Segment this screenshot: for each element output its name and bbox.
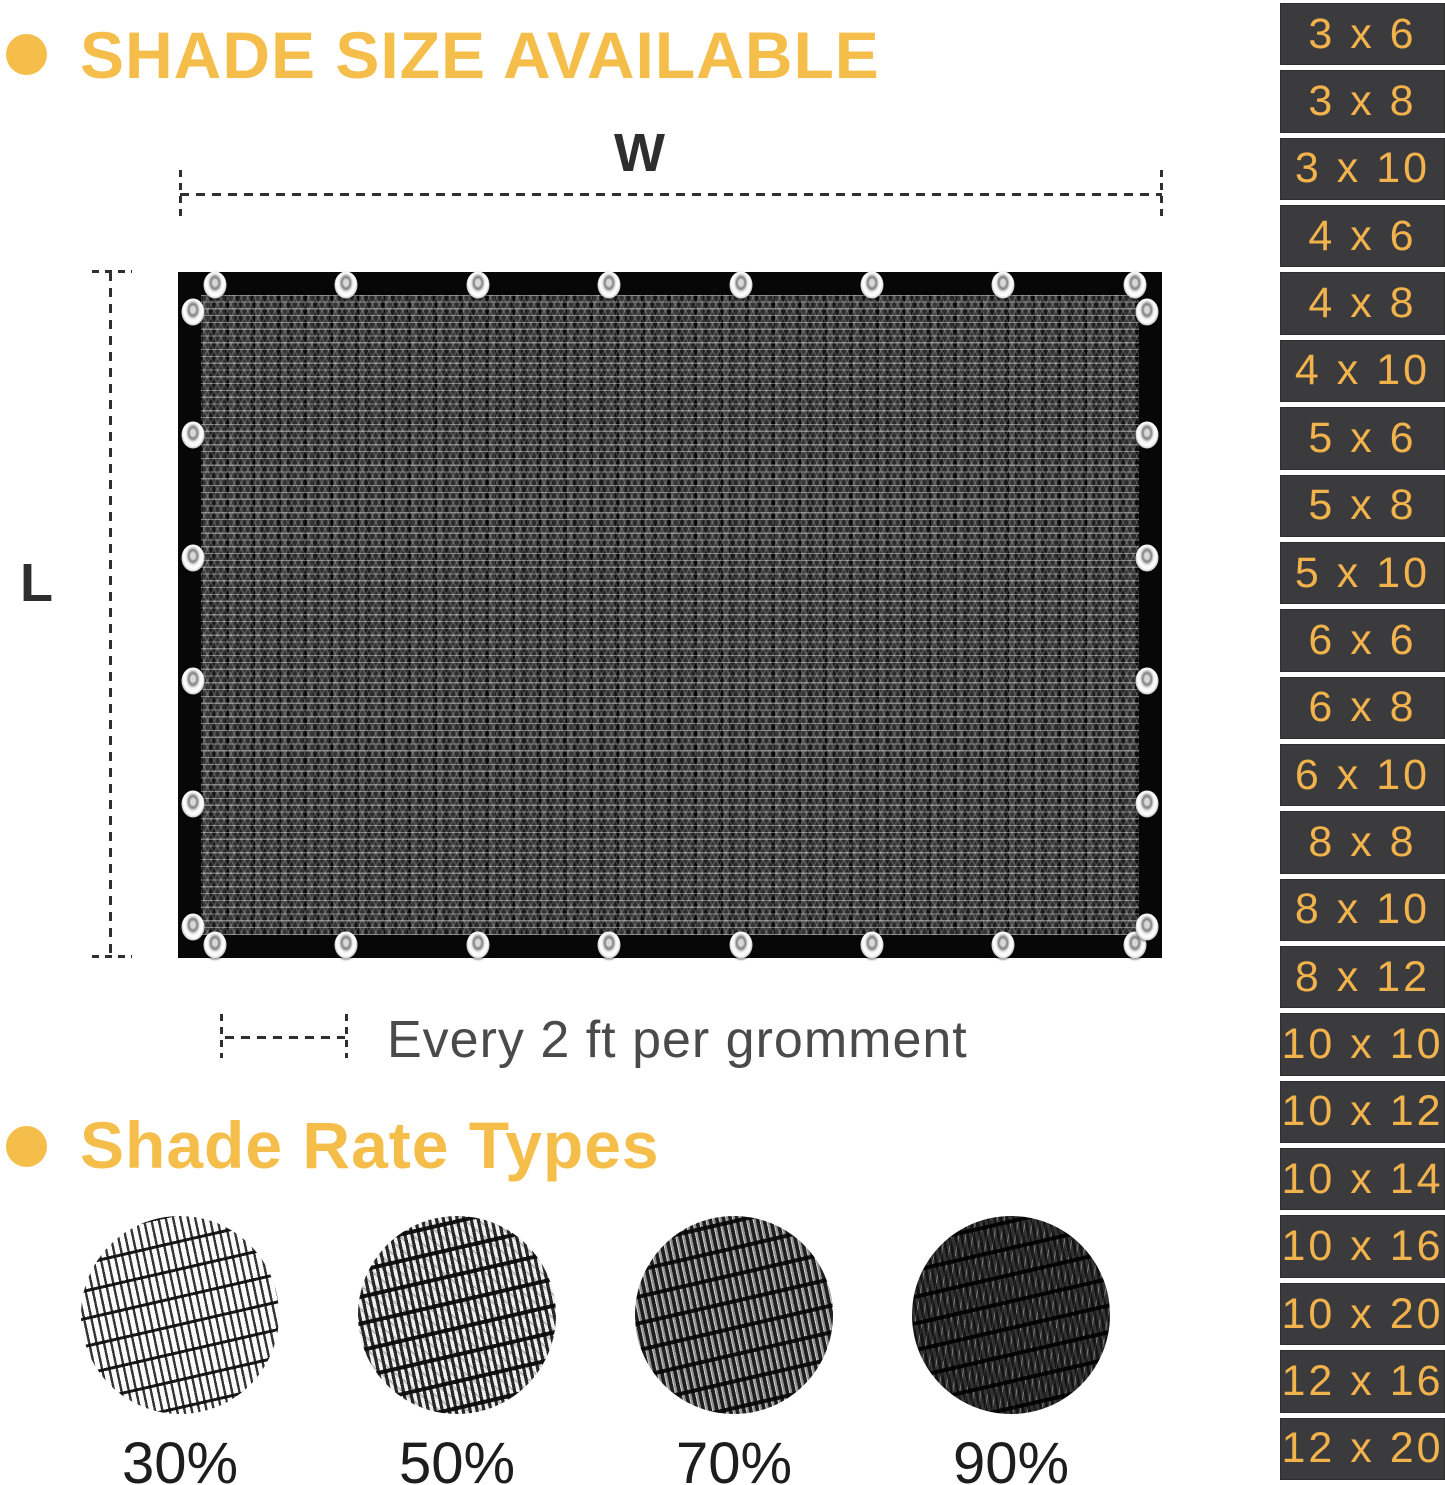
grommet-icon	[992, 932, 1015, 959]
size-option: 4 x 6	[1280, 205, 1445, 267]
shade-rate-label: 70%	[675, 1431, 793, 1485]
grommet-icon	[1123, 272, 1146, 299]
grommet-icon	[466, 932, 489, 959]
shade-rate-swatch	[358, 1216, 556, 1414]
grommet-icon	[729, 272, 752, 299]
width-dimension-label: W	[614, 123, 665, 183]
length-dimension-tick-bottom	[92, 955, 132, 958]
shade-rate-swatch	[81, 1216, 279, 1414]
length-dimension-label: L	[20, 553, 53, 613]
grommet-icon	[598, 272, 621, 299]
size-option: 10 x 20	[1280, 1283, 1445, 1345]
grommet-icon	[182, 545, 205, 572]
bullet-dot-icon	[6, 1126, 47, 1167]
size-option: 8 x 8	[1280, 811, 1445, 873]
shade-size-heading: SHADE SIZE AVAILABLE	[80, 18, 880, 92]
length-dimension-line	[109, 272, 112, 958]
grommet-spacing-note: Every 2 ft per gromment	[387, 1011, 968, 1069]
grommet-icon	[1136, 791, 1159, 818]
shade-rate-label: 90%	[952, 1431, 1070, 1485]
grommet-icon	[1136, 422, 1159, 449]
grommet-icon	[204, 272, 227, 299]
size-option: 10 x 10	[1280, 1013, 1445, 1075]
size-option: 10 x 16	[1280, 1215, 1445, 1277]
grommet-icon	[1136, 668, 1159, 695]
length-dimension-tick-top	[92, 270, 132, 273]
grommet-icon	[598, 932, 621, 959]
size-option: 3 x 10	[1280, 138, 1445, 200]
size-option: 5 x 6	[1280, 407, 1445, 469]
grommet-icon	[182, 914, 205, 941]
size-option: 6 x 8	[1280, 677, 1445, 739]
grommet-icon	[1136, 299, 1159, 326]
grommet-icon	[466, 272, 489, 299]
grommet-icon	[182, 791, 205, 818]
bullet-dot-icon	[6, 34, 47, 75]
shade-net-illustration	[178, 272, 1162, 958]
shade-rate-label: 30%	[121, 1431, 239, 1485]
size-list	[1280, 0, 1445, 1485]
grommet-spacing-line	[225, 1036, 345, 1039]
size-option: 12 x 16	[1280, 1350, 1445, 1412]
size-option: 8 x 10	[1280, 879, 1445, 941]
width-dimension-tick-left	[179, 170, 182, 218]
size-option: 10 x 14	[1280, 1148, 1445, 1210]
grommet-icon	[729, 932, 752, 959]
grommet-spacing-tick-left	[220, 1014, 223, 1058]
grommet-icon	[182, 299, 205, 326]
grommet-icon	[335, 272, 358, 299]
grommet-icon	[1136, 545, 1159, 572]
shade-rate-label: 50%	[398, 1431, 516, 1485]
size-option: 4 x 10	[1280, 340, 1445, 402]
grommet-icon	[861, 932, 884, 959]
grommet-icon	[204, 932, 227, 959]
size-option: 8 x 12	[1280, 946, 1445, 1008]
size-option: 6 x 6	[1280, 609, 1445, 671]
grommet-icon	[1136, 914, 1159, 941]
size-option: 10 x 12	[1280, 1081, 1445, 1143]
grommet-icon	[182, 422, 205, 449]
size-option: 5 x 10	[1280, 542, 1445, 604]
shade-rate-heading: Shade Rate Types	[80, 1108, 660, 1182]
width-dimension-line	[180, 193, 1162, 196]
shade-rate-swatch	[912, 1216, 1110, 1414]
grommet-icon	[182, 668, 205, 695]
grommet-icon	[861, 272, 884, 299]
size-option: 3 x 6	[1280, 3, 1445, 65]
grommet-icon	[335, 932, 358, 959]
size-option: 5 x 8	[1280, 475, 1445, 537]
size-option: 6 x 10	[1280, 744, 1445, 806]
size-option: 3 x 8	[1280, 70, 1445, 132]
shade-rate-swatch	[635, 1216, 833, 1414]
width-dimension-tick-right	[1160, 170, 1163, 218]
grommet-spacing-tick-right	[345, 1014, 348, 1058]
grommet-icon	[992, 272, 1015, 299]
size-option: 12 x 20	[1280, 1418, 1445, 1480]
size-option: 4 x 8	[1280, 272, 1445, 334]
mesh-texture	[201, 295, 1139, 935]
